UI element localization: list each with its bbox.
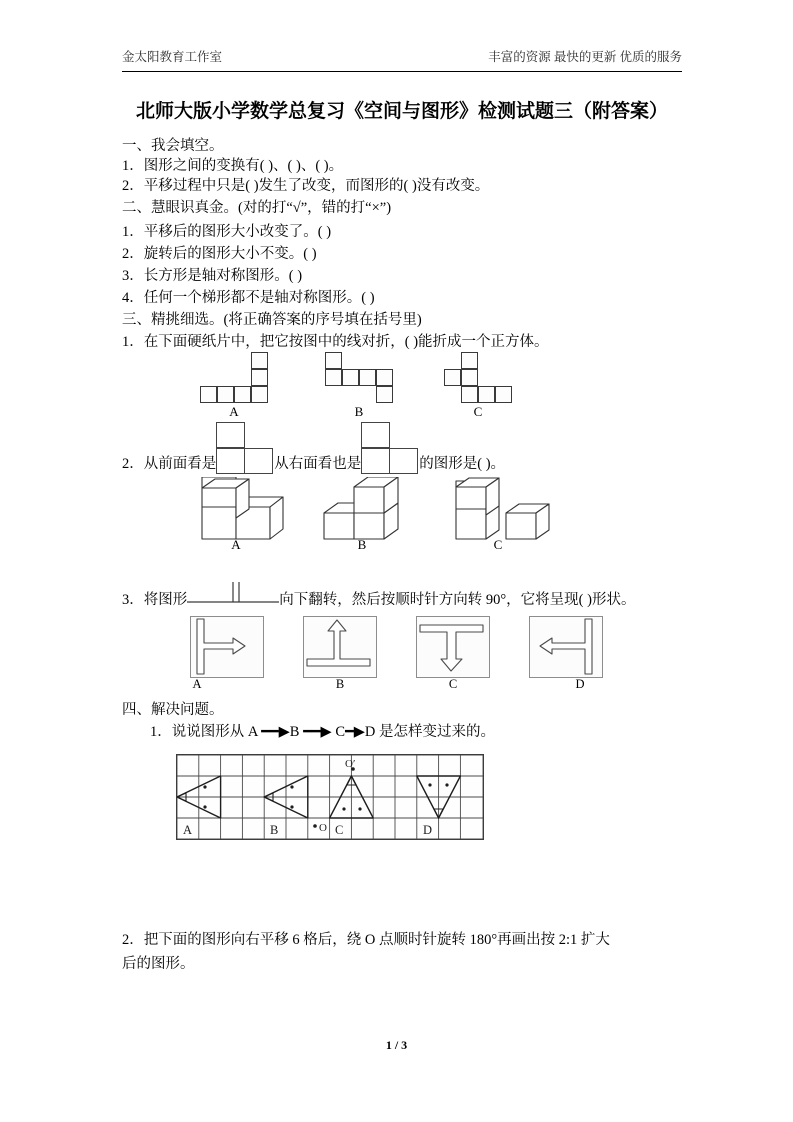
grid-point-o-prime-label: O′ bbox=[345, 758, 356, 770]
grid-label-d: D bbox=[423, 823, 433, 837]
grid-label-c: C bbox=[335, 823, 344, 837]
section-two-item-4: 4．任何一个梯形都不是轴对称图形。( ) bbox=[122, 290, 375, 306]
section-three-q3 bbox=[122, 590, 635, 610]
running-head-left: 金太阳教育工作室 bbox=[122, 50, 223, 64]
right-view-shape-icon bbox=[361, 448, 419, 478]
grid-label-a: A bbox=[183, 823, 193, 837]
running-head-right: 丰富的资源 最快的更新 优质的服务 bbox=[488, 50, 682, 64]
section-three-q2-suffix: 的图形是( )。 bbox=[419, 456, 506, 472]
t-shape-inline-icon bbox=[187, 591, 279, 607]
section-four-q2-line2: 后的图形。 bbox=[122, 956, 195, 972]
section-four-q1: 1．说说图形从 A ━━▶B ━━▶ C━▶D 是怎样变过来的。 bbox=[150, 724, 495, 740]
solid-option-b-drawing bbox=[322, 477, 422, 555]
transformation-grid-drawing bbox=[177, 755, 483, 839]
section-three-q2 bbox=[122, 448, 505, 478]
section-one-item-2: 2．平移过程中只是( )发生了改变，而图形的( )没有改变。 bbox=[122, 178, 490, 194]
section-three-q3-prefix: 3．将图形 bbox=[122, 592, 188, 608]
t-shape-label-d: D bbox=[575, 677, 585, 691]
front-view-shape-icon bbox=[216, 448, 274, 478]
t-shape-option-b-drawing bbox=[304, 617, 376, 677]
section-four-heading: 四、解决问题。 bbox=[122, 702, 224, 718]
section-two-item-2: 2．旋转后的图形大小不变。( ) bbox=[122, 246, 317, 262]
cube-net-options bbox=[122, 350, 682, 419]
page-title: 北师大版小学数学总复习《空间与图形》检测试题三（附答案） bbox=[135, 101, 668, 122]
solid-view-options bbox=[122, 477, 682, 555]
section-two-heading: 二、慧眼识真金。(对的打“√”，错的打“×”) bbox=[122, 200, 392, 216]
section-three-q2-prefix: 2．从前面看是 bbox=[122, 456, 217, 472]
t-shape-option-d bbox=[529, 616, 603, 691]
t-shape-option-c bbox=[416, 616, 490, 691]
solid-option-label-b: B bbox=[357, 537, 367, 552]
t-shape-label-b: B bbox=[335, 677, 345, 691]
section-one-heading: 一、我会填空。 bbox=[122, 138, 224, 154]
cube-net-label-a: A bbox=[229, 404, 239, 419]
cube-net-label-b: B bbox=[354, 404, 364, 419]
section-three-q2-middle: 从右面看也是 bbox=[274, 456, 362, 472]
t-shape-options bbox=[190, 616, 620, 700]
cube-net-option-b bbox=[325, 350, 405, 419]
solid-option-label-a: A bbox=[231, 537, 241, 552]
section-four-q2-line1: 2．把下面的图形向右平移 6 格后，绕 O 点顺时针旋转 180°再画出按 2:1 扩大 bbox=[122, 932, 610, 948]
t-shape-label-a: A bbox=[192, 677, 202, 691]
cube-net-option-c bbox=[444, 350, 524, 419]
cube-net-option-a bbox=[200, 350, 280, 419]
t-shape-option-b bbox=[303, 616, 377, 691]
transformation-grid-figure bbox=[176, 754, 484, 840]
section-three-heading: 三、精挑细选。(将正确答案的序号填在括号里) bbox=[122, 312, 422, 328]
solid-option-label-c: C bbox=[493, 537, 503, 552]
t-shape-option-a-drawing bbox=[191, 617, 263, 677]
section-three-q1: 1．在下面硬纸片中，把它按图中的线对折，( )能折成一个正方体。 bbox=[122, 334, 549, 350]
section-two-item-1: 1．平移后的图形大小改变了。( ) bbox=[122, 224, 332, 240]
grid-point-o-label: O bbox=[319, 822, 327, 834]
t-shape-option-a bbox=[190, 616, 264, 691]
section-three-q3-suffix: 向下翻转，然后按顺时针方向转 90°，它将呈现( )形状。 bbox=[279, 592, 636, 608]
solid-option-a bbox=[196, 477, 292, 560]
cube-net-label-c: C bbox=[473, 404, 483, 419]
solid-option-c bbox=[452, 477, 562, 560]
t-shape-option-d-drawing bbox=[530, 617, 602, 677]
section-two-item-3: 3．长方形是轴对称图形。( ) bbox=[122, 268, 303, 284]
t-shape-label-c: C bbox=[448, 677, 458, 691]
grid-label-b: B bbox=[270, 823, 279, 837]
header-divider bbox=[122, 71, 682, 72]
solid-option-b bbox=[322, 477, 422, 560]
section-one-item-1: 1．图形之间的变换有( )、( )、( )。 bbox=[122, 158, 344, 174]
t-shape-option-c-drawing bbox=[417, 617, 489, 677]
page-number: 1 / 3 bbox=[385, 1038, 408, 1052]
